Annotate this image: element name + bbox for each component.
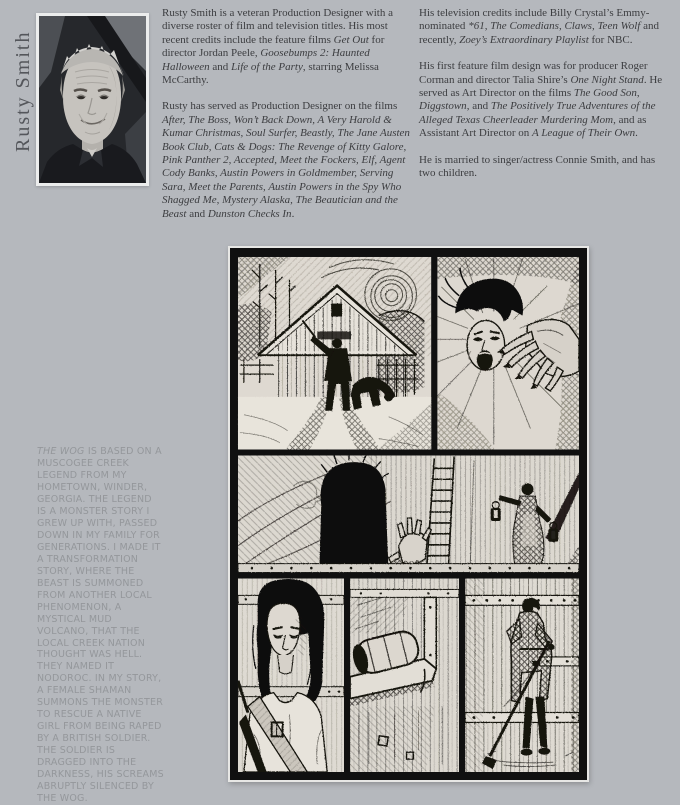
bio-column-right — [419, 7, 665, 193]
storyboard-panel-5 — [349, 579, 459, 773]
bio-paragraph: His first feature film design was for producer Roger Corman and director Talia Shire’s One Night Stand. He served as Art Director on the films The Good Son, Diggstown, and The Positively True Adventures of the Alleged Texas Cheerleader Murdering Mom, and as Assistant Art Director on A League of Their Own. — [419, 60, 663, 140]
bio-paragraph: Rusty Smith is a veteran Production Designer with a diverse roster of film and television titles. His most recent credits include the feature films Get Out for director Jordan Peele, Goosebumps 2: Haunted Halloween and Life of the Party, starring Melissa McCarthy. — [162, 7, 393, 87]
storyboard-panel-2 — [437, 257, 579, 450]
storyboard-panel-4 — [238, 579, 344, 773]
artist-statement: THE WOG IS BASED ON A MUSCOGEE CREEK LEGEND FROM MY HOMETOWN, WINDER, GEORGIA. THE LEGEND IS A MONSTER STORY I GREW UP WITH, PASSED DOWN IN MY FAMILY FOR GENERATIONS. I MADE IT A TRANSFORMATION STORY, WHERE THE BEAST IS SUMMONED FROM ANOTHER LOCAL PHENOMENON, A MYSTICAL MUD VOLCANO, THAT THE LOCAL CREEK NATION THOUGHT WAS HELL. THEY NAMED IT NODOROC. IN MY STORY, A FEMALE SHAMAN SUMMONS THE MONSTER TO RESCUE A NATIVE GIRL FROM BEING RAPED BY A BRITISH SOLDIER. THE SOLDIER IS DRAGGED INTO THE DARKNESS, HIS SCREAMS ABRUPTLY SILENCED BY THE WOG. — [37, 446, 164, 805]
bio-column-left — [162, 7, 414, 234]
storyboard-panel-6 — [465, 579, 579, 773]
storyboard-panel-1 — [238, 257, 431, 450]
portrait-photo — [36, 13, 149, 186]
storyboard-image — [228, 246, 589, 782]
bio-paragraph: Rusty has served as Production Designer on the films After, The Boss, Won’t Back Down, A Very Harold & Kumar Christmas, Soul Surfer, Beastly, The Jane Austen Book Club, Cats & Dogs: The Revenge of Kitty Galore, Pink Panther 2, Accepted, Meet the Fockers, Elf, Agent Cody Banks, Austin Powers in Goldmember, Serving Sara, Meet the Parents, Austin Powers in the Spy Who Shagged Me, Mystery Alaska, The Beautician and the Beast and Dunston Checks In. — [162, 100, 410, 220]
bio-paragraph: His television credits include Billy Crystal’s Emmy-nominated *61, The Comedians, Claws, Teen Wolf and recently, Zoey’s Extraordinary Playlist for NBC. — [419, 7, 659, 46]
storyboard-panel-3 — [238, 451, 579, 572]
portrait-photo-art — [39, 16, 146, 183]
storyboard-art — [230, 248, 587, 780]
bio-paragraph: He is married to singer/actress Connie Smith, and has two children. — [419, 153, 656, 180]
artist-name-vertical: Rusty Smith — [12, 30, 34, 152]
